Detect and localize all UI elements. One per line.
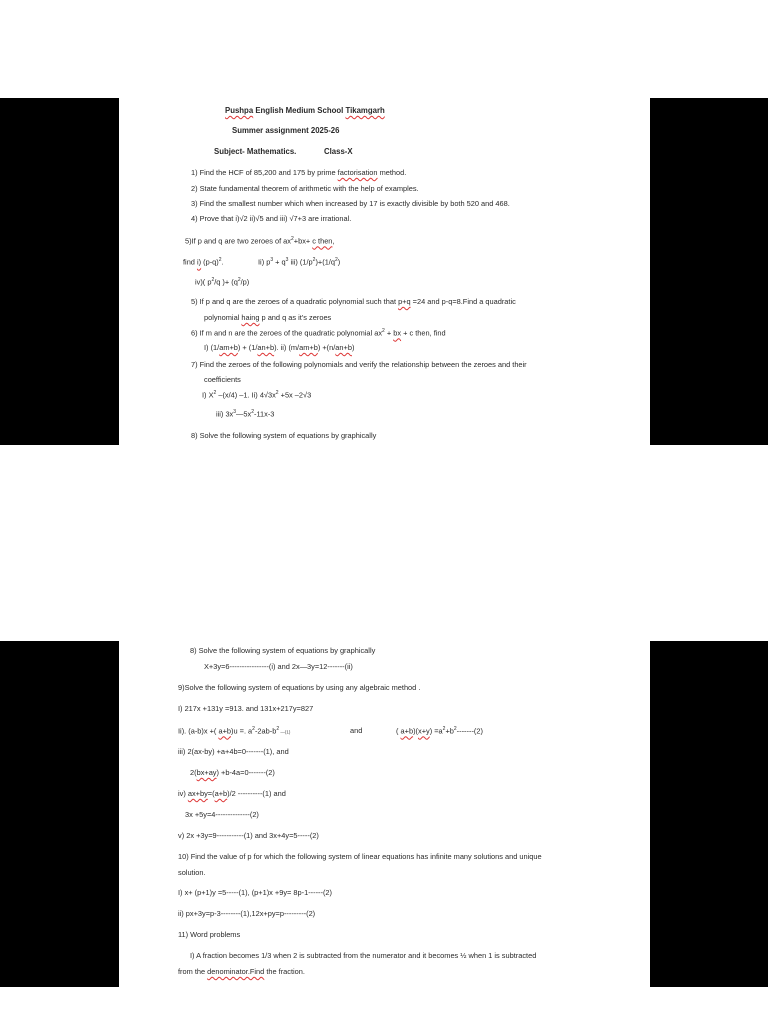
question-10-part-ii: ii) px+3y=p-3--------(1),12x+py=p---------(2) <box>178 909 316 918</box>
question-10-line-2: solution. <box>178 868 206 877</box>
question-9-part-ii: Ii). (a-b)x +( a+b)u =. $a^2-2ab-b^2$ —(1) <box>178 726 291 736</box>
document-page-1 <box>119 98 650 445</box>
question-4: 4) Prove that i)√2 ii)√5 and iii) √7+3 are irrational. <box>191 214 352 223</box>
question-1: 1) Find the HCF of 85,200 and 175 by prime factorisation method. <box>191 168 407 177</box>
question-9-part-ii-second: ( $a+b)(x+y) =a^2+b^2-------(2)$ <box>396 726 483 736</box>
question-7-line-2: coefficients <box>204 375 241 384</box>
question-11-part-i-cont: from the denominator.Find the fraction. <box>178 967 305 976</box>
question-9-part-ii-and: and <box>350 726 363 735</box>
question-9-part-iv-second: 3x +5y=4--------------(2) <box>185 810 259 819</box>
question-10-line-1: 10) Find the value of p for which the following system of linear equations has infinite many solutions and unique <box>178 852 542 861</box>
question-5b-line-1: 5) If p and q are the zeroes of a quadratic polynomial such that p+q =24 and p-q=8.Find a quadratic <box>191 297 516 306</box>
question-9-part-v: v) 2x +3y=9-----------(1) and 3x+4y=5-----(2) <box>178 831 319 840</box>
question-6: 6) If m and n are the zeroes of the quadratic polynomial $ax^2$ + bx + c then, find <box>191 328 446 338</box>
question-5-part-ii-iii: Ii) $p^3 + q^3$ iii) $(1/p^2)+(1/q^2)$ <box>258 257 341 267</box>
question-8-equations: X+3y=6----------------(i) and 2x—3y=12-------(ii) <box>204 662 353 671</box>
question-5-part-iv: iv)( $p^2/q$ )+ $(q^2/p)$ <box>195 277 250 287</box>
assignment-title: Summer assignment 2025-26 <box>232 126 340 135</box>
class-label: Class-X <box>324 147 353 156</box>
question-9-part-iii-second: 2(bx+ay) +b-4a=0-------(2) <box>190 768 275 777</box>
question-7-part-i-ii: I) $X^2$ –(x/4) –1. Ii) $4√3x^2 +5x$ –2√3 <box>202 390 312 400</box>
subject-label: Subject- Mathematics. <box>214 147 297 156</box>
question-5b-line-2: polynomial haing p and q as it’s zeroes <box>204 313 332 322</box>
question-6-parts: I) (1/am+b) + (1/an+b). ii) (m/am+b) +(n/an+b) <box>204 343 355 352</box>
question-7-part-iii: iii) $3x^3—5x^2-11x-3$ <box>216 409 275 419</box>
question-11-part-i: I) A fraction becomes 1/3 when 2 is subtracted from the numerator and it becomes ½ when 1 is subtracted <box>190 951 537 960</box>
question-9-part-iii: iii) 2(ax-by) +a+4b=0-------(1), and <box>178 747 289 756</box>
question-3: 3) Find the smallest number which when increased by 17 is exactly divisible by both 520 and 468. <box>191 199 510 208</box>
question-8: 8) Solve the following system of equations by graphically <box>191 431 377 440</box>
question-11: 11) Word problems <box>178 930 241 939</box>
question-2: 2) State fundamental theorem of arithmetic with the help of examples. <box>191 184 419 193</box>
question-9-part-iv: iv) ax+by=(a+b)/2 ----------(1) and <box>178 789 286 798</box>
question-5: 5)If p and q are two zeroes of $ax^2+bx+ c$ then, <box>185 236 335 246</box>
school-name: Pushpa English Medium School Tikamgarh <box>225 106 385 115</box>
question-10-part-i: I) x+ (p+1)y =5-----(1), (p+1)x +9y= 8p-1------(2) <box>178 888 333 897</box>
question-9: 9)Solve the following system of equations by using any algebraic method . <box>178 683 421 692</box>
question-8: 8) Solve the following system of equations by graphically <box>190 646 376 655</box>
question-5-part-i: find i) $(p-q)^2$. <box>183 257 224 267</box>
question-9-part-i: I) 217x +131y =913. and 131x+217y=827 <box>178 704 314 713</box>
question-7-line-1: 7) Find the zeroes of the following polynomials and verify the relationship between the zeroes and their <box>191 360 527 369</box>
document-page-2 <box>119 641 650 987</box>
